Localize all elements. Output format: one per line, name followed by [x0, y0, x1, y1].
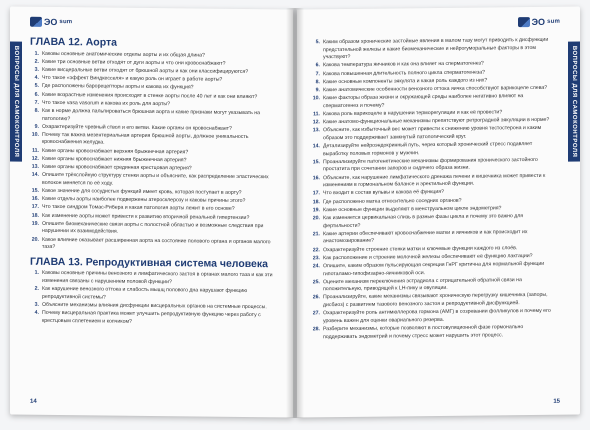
chapter-13-questions	[30, 270, 280, 328]
right-page	[297, 7, 580, 418]
question-item	[311, 37, 556, 62]
question-text: Что такое «эффект Виндкесселя» и какую роль он играет в работе аорты?	[42, 75, 223, 83]
question-item	[30, 220, 280, 238]
question-item	[30, 310, 280, 328]
question-number: 7.	[34, 99, 39, 106]
logo-letters: ЭО	[531, 16, 546, 28]
open-book	[10, 8, 580, 422]
question-text: Как нарушение венозного оттока и слабость мышц полового дна нарушают функцию репродуктивной системы?	[42, 285, 248, 301]
question-text: Как в норме должна пальпироваться брюшная аорта и какие признаки могут указывать на патологию?	[42, 107, 261, 122]
question-item	[311, 125, 556, 143]
question-text: Что такое vasa vasorum и какова их роль для аорты?	[42, 99, 171, 107]
chapter-13-questions-continued	[311, 37, 556, 342]
question-text: Какое влияние оказывает расширенная аорта на состояние полового органа и органов малого таза?	[42, 236, 271, 251]
question-number: 1.	[34, 50, 39, 57]
question-number: 27.	[312, 310, 320, 317]
question-text: Какие органы кровоснабжает нижняя брыжеечная артерия?	[42, 155, 187, 164]
logo-mark-icon	[518, 17, 530, 27]
question-text: Какие основные функции выделяют в менструальном цикле эндометрия?	[323, 205, 502, 213]
right-content	[311, 37, 556, 342]
question-text: Как изменяется цервикальная слизь в разные фазы цикла и почему это важно для фертильности?	[323, 213, 524, 229]
side-tab-label: ВОПРОСЫ ДЛЯ САМОКОНТРОЛЯ	[571, 45, 577, 158]
question-text: Почему висцеральная практика может улучшить репродуктивную функцию через работу с крестцовым сплетением и копчиком?	[42, 309, 261, 325]
left-page	[10, 7, 293, 418]
question-number: 16.	[31, 195, 39, 203]
question-item	[311, 213, 556, 231]
question-item	[311, 229, 556, 247]
question-number: 13.	[312, 127, 320, 134]
question-number: 18.	[312, 198, 320, 205]
question-text: Опишите, каким образом пульсирующая секреция ГнРГ критична для нормальной функции гипоталамо-гипофизарно-яичниковой оси.	[323, 260, 545, 277]
question-item	[30, 172, 280, 190]
question-text: Объясните механизмы влияния дисфункции висцеральных органов на системные процессы.	[42, 301, 267, 311]
question-text: Какие факторы образа жизни и окружающей среды наиболее негативно влияют на сперматогенез и почему?	[323, 93, 524, 109]
question-text: Как изменение аорты может привести к развитию вторичной ренальной гипертензии?	[42, 212, 250, 221]
chapter-12-questions	[30, 50, 280, 254]
question-number: 23.	[312, 254, 320, 262]
question-text: Что входит в состав вульвы и какова её функция?	[323, 189, 444, 197]
question-text: Как расположение и строение молочной железы обеспечивают её функцию лактации?	[323, 252, 533, 261]
question-number: 6.	[315, 62, 320, 69]
question-text: Какие основные компоненты эякулята и какая роль каждого из них?	[323, 77, 488, 85]
question-text: Какие возрастные изменения происходят в стенке аорты после 40 лет и как они влияют?	[42, 91, 258, 100]
question-number: 8.	[315, 78, 320, 86]
question-text: Что такое синдром Томас-Рибера и какая патология аорты лежит в его основе?	[42, 204, 235, 213]
question-text: Где расположено матка относительно соседних органов?	[323, 197, 462, 205]
question-number: 13.	[31, 163, 39, 170]
question-number: 19.	[31, 220, 39, 227]
question-number: 1.	[34, 270, 39, 277]
question-number: 7.	[315, 70, 320, 77]
question-number: 12.	[312, 119, 320, 126]
question-number: 8.	[34, 107, 39, 114]
question-text: Какое значение для сосудистых функций имеет кровь, которая поступает в аорту?	[42, 187, 242, 196]
question-number: 21.	[312, 230, 320, 238]
question-number: 19.	[312, 207, 320, 214]
question-item	[30, 108, 280, 126]
question-number: 18.	[31, 212, 39, 219]
question-number: 9.	[34, 123, 39, 130]
question-text: Охарактеризуйте строение стенки матки и ключевые функции каждого из слоёв.	[323, 244, 518, 253]
question-number: 11.	[313, 111, 320, 118]
question-number: 6.	[34, 91, 39, 98]
question-number: 10.	[312, 95, 320, 102]
chapter-12-title: ГЛАВА 12. Аорта	[30, 35, 117, 49]
question-text: Опишите трёхслойную структуру стенки аорты и объясните, как распределение эластических волокон меняется по её ходу.	[42, 172, 269, 187]
question-item	[311, 324, 556, 342]
question-text: Какие висцеральные ветви отходят от брюшной аорты и как они классифицируются?	[42, 66, 249, 75]
logo-letters: ЭО	[44, 16, 58, 28]
question-text: Какие артерии обеспечивают кровоснабжение матки и яичников и как происходит их анастомозирование?	[323, 228, 528, 245]
question-number: 16.	[312, 174, 320, 181]
question-text: Опишите биомеханические связи аорты с полостной областью и возможные следствия при нарушении их взаимодействия.	[42, 220, 264, 235]
chapter-13-title: ГЛАВА 13. Репродуктивная система человека	[30, 255, 268, 270]
question-number: 20.	[312, 215, 320, 222]
question-number: 25.	[312, 278, 320, 286]
question-number: 22.	[312, 246, 320, 253]
question-text: Какие органы кровоснабжает верхняя брыжеечная артерия?	[42, 147, 189, 156]
question-number: 4.	[34, 74, 39, 81]
question-text: Охарактеризуйте роль антимюллерова гормона (АМГ) в созревании фолликулов и почему его уровень важен для оценки овариального резерва.	[323, 308, 551, 325]
question-number: 2.	[34, 58, 39, 65]
book-spine-shadow	[286, 8, 304, 418]
question-text: Какова роль варикоцеле в нарушении терморегуляции и как её провести?	[323, 109, 503, 118]
question-number: 3.	[34, 66, 39, 73]
question-number: 12.	[31, 155, 39, 162]
question-text: Разберите механизмы, которые позволяют в постовуляционной фазе гормонально поддерживать эндометрий и почему стресс может нарушить этот процесс.	[323, 324, 524, 340]
question-item	[311, 93, 556, 111]
question-number: 14.	[31, 171, 39, 179]
left-content	[30, 35, 280, 328]
question-item	[311, 308, 556, 326]
question-number: 26.	[312, 294, 320, 301]
question-text: Оцените механизм переключения эстрадиола с отрицательной обратной связи на положительную, приводящей к LH-пику и овуляции.	[323, 276, 522, 293]
question-item	[311, 261, 556, 279]
question-number: 14.	[312, 143, 320, 150]
question-number: 10.	[31, 131, 39, 138]
question-number: 15.	[31, 187, 39, 194]
question-number: 17.	[31, 204, 39, 211]
question-text: Объясните, как избыточный вес может привести к снижению уровня тестостерона и каким образом это поддерживает замкнутый патологический круг.	[323, 125, 542, 142]
question-text: Объясните, как нарушение лимфатического дренажа печени и кишечника может привести к изменениям в гормональном балансе и эректильной функции.	[323, 172, 546, 189]
question-item	[311, 141, 556, 159]
logo-mark-icon	[30, 17, 42, 27]
question-number: 24.	[312, 263, 320, 270]
question-item	[30, 236, 280, 254]
question-text: Охарактеризуйте чревный ствол и его ветви. Какие органы он кровоснабжает?	[42, 123, 232, 132]
question-number: 11.	[32, 147, 39, 154]
logo	[30, 17, 72, 27]
question-text: Каким образом хронические застойные явления в малом тазу могут приводить к дисфункции предстательной железы и какие биомеханические и нейрогуморальные факторы в этом участвуют?	[323, 36, 549, 61]
page-number-right: 15	[553, 398, 560, 405]
question-text: Какие три основные ветви отходят от дуги аорты и что они кровоснабжают?	[42, 58, 226, 67]
question-text: Какие органы кровоснабжает срединная крестцовая артерия?	[42, 163, 192, 172]
question-item	[30, 270, 280, 288]
question-number: 17.	[312, 190, 320, 197]
question-text: Какие анатомо-функциональные механизмы препятствуют ретроградной эякуляции в норме?	[323, 116, 550, 126]
question-number: 5.	[34, 83, 39, 90]
question-text: Какие отделы аорты наиболее подвержены атеросклерозу и каковы причины этого?	[42, 196, 246, 205]
question-item	[30, 132, 280, 150]
side-tab-label: ВОПРОСЫ ДЛЯ САМОКОНТРОЛЯ	[13, 45, 19, 158]
question-item	[311, 157, 556, 175]
question-item	[311, 172, 556, 190]
question-number: 5.	[315, 39, 320, 46]
question-text: Проанализируйте патогенетические механизмы формирования хронического застойного простатита при сочетании запоров и сидячего образа жизни.	[323, 156, 538, 173]
logo-suffix: sum	[547, 18, 560, 25]
question-text: Детализируйте нейроэндокринный путь, через который хронический стресс подавляет выработку половых гормонов у мужчин.	[323, 141, 533, 157]
logo-suffix: sum	[59, 19, 73, 26]
question-item	[30, 286, 280, 304]
question-number: 20.	[31, 236, 39, 243]
side-tab	[10, 42, 22, 162]
question-number: 9.	[315, 87, 320, 94]
question-text: Где расположены барорецепторы аорты и какова их функция?	[42, 83, 194, 91]
question-text: Какова температура яичников и как она влияет на сперматогенез?	[323, 60, 484, 69]
question-number: 2.	[34, 285, 39, 292]
side-tab	[568, 42, 580, 162]
question-number: 4.	[34, 309, 39, 316]
question-text: Проанализируйте, какие механизмы связывают хроническую перегрузку кишечника (запоры, дисбиоз) с развитием тазового венозного застоя и репродуктивной дисфункцией.	[323, 292, 548, 309]
question-text: Каковы основные анатомические отделы аорты и их общая длина?	[42, 50, 205, 59]
question-number: 3.	[34, 301, 39, 308]
logo	[518, 17, 560, 27]
question-text: Почему так важна мезентериальная артерия брюшной аорты, должное уникальность кровоснабжения желудка.	[42, 131, 249, 146]
page-number-left: 14	[30, 398, 37, 405]
question-number: 15.	[312, 159, 320, 166]
question-text: Каковы основные причины венозного и лимфатического застоя в органах малого таза и как эти изменения связаны с нарушением половой функции?	[42, 270, 273, 286]
question-text: Какова повышенная длительность полного цикла сперматогенеза?	[323, 69, 485, 77]
question-number: 28.	[312, 326, 320, 333]
question-text: Какие анатомические особенности венозного оттока яичка способствуют варикоцеле слева?	[323, 84, 548, 94]
